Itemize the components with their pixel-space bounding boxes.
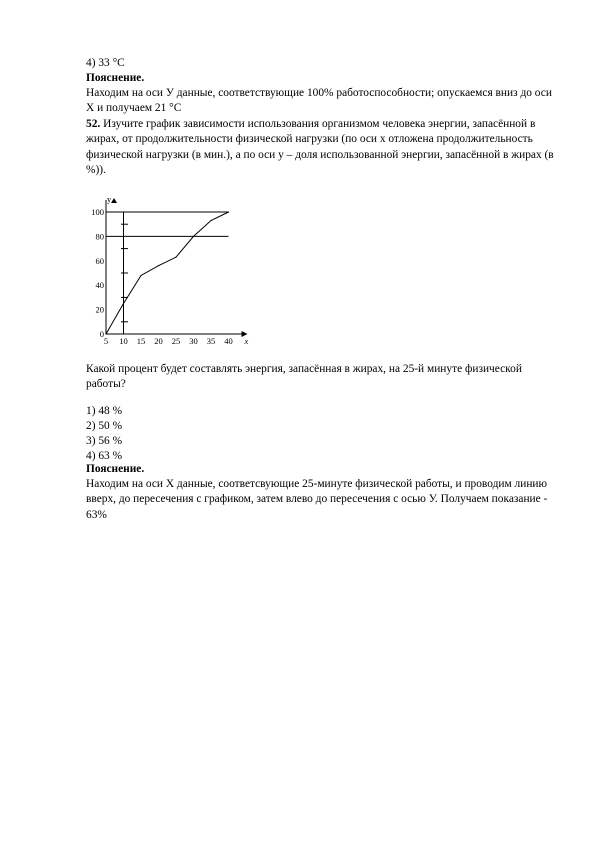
y-tick-label-60: 60 (95, 255, 104, 266)
previous-answer: 4) 33 °С (86, 57, 125, 69)
answer-option-4: 4) 63 % (86, 450, 123, 462)
x-tick-label-5: 5 (103, 336, 109, 346)
x-tick-label-35: 35 (206, 336, 216, 346)
previous-explanation-text: Находим на оси У данные, соответствующие 100% работоспособности; опускаемся вниз до оси Х и получаем 21 °С (86, 87, 552, 115)
question-text: Изучите график зависимости использования организмом человека энергии, запасённой в жирах, от продолжительности физической нагрузки (по оси x отложена продолжительность физической нагрузки (в мин.), а по оси y – доля использованной энергии, запасённой в жирах (в %)). (86, 118, 554, 177)
explanation-title: Пояснение. (86, 463, 145, 475)
y-tick-label-40: 40 (95, 280, 104, 291)
y-axis-arrow (111, 198, 117, 203)
previous-explanation-title: Пояснение. (86, 72, 145, 84)
data-point-0 (105, 333, 106, 334)
data-point-4 (175, 257, 176, 258)
answer-option-2: 2) 50 % (86, 420, 123, 432)
x-axis-label: x (244, 336, 249, 346)
fat-energy-chart (84, 188, 324, 353)
explanation-text: Находим на оси Х данные, соответсвующие 25-минуте физической работы, и проводим линию вверх, до пересечения с графиком, затем влево до пересечения с осью У. Получаем показание - 63% (86, 478, 548, 521)
answer-option-3: 3) 56 % (86, 435, 123, 447)
x-tick-label-40: 40 (224, 336, 233, 346)
y-axis-label: y (107, 194, 112, 204)
x-tick-label-15: 15 (136, 336, 146, 346)
x-tick-label-20: 20 (154, 336, 163, 346)
answer-option-1: 1) 48 % (86, 405, 123, 417)
data-point-7 (228, 211, 229, 212)
y-tick-label-0: 0 (99, 329, 104, 339)
data-point-2 (140, 275, 141, 276)
data-point-1 (123, 303, 124, 304)
x-tick-label-25: 25 (171, 336, 181, 346)
data-point-6 (210, 220, 211, 221)
y-tick-label-100: 100 (91, 207, 104, 217)
data-point-5 (193, 236, 194, 237)
question-prompt: Какой процент будет составлять энергия, запасённая в жирах, на 25-й минуте физической работы? (86, 363, 522, 391)
y-tick-label-20: 20 (95, 304, 104, 315)
question-52-intro (86, 117, 556, 179)
x-tick-label-10: 10 (119, 336, 128, 346)
data-point-3 (158, 265, 159, 266)
question-number: 52. (86, 118, 101, 130)
y-tick-label-80: 80 (95, 231, 104, 242)
x-tick-label-30: 30 (189, 336, 198, 346)
